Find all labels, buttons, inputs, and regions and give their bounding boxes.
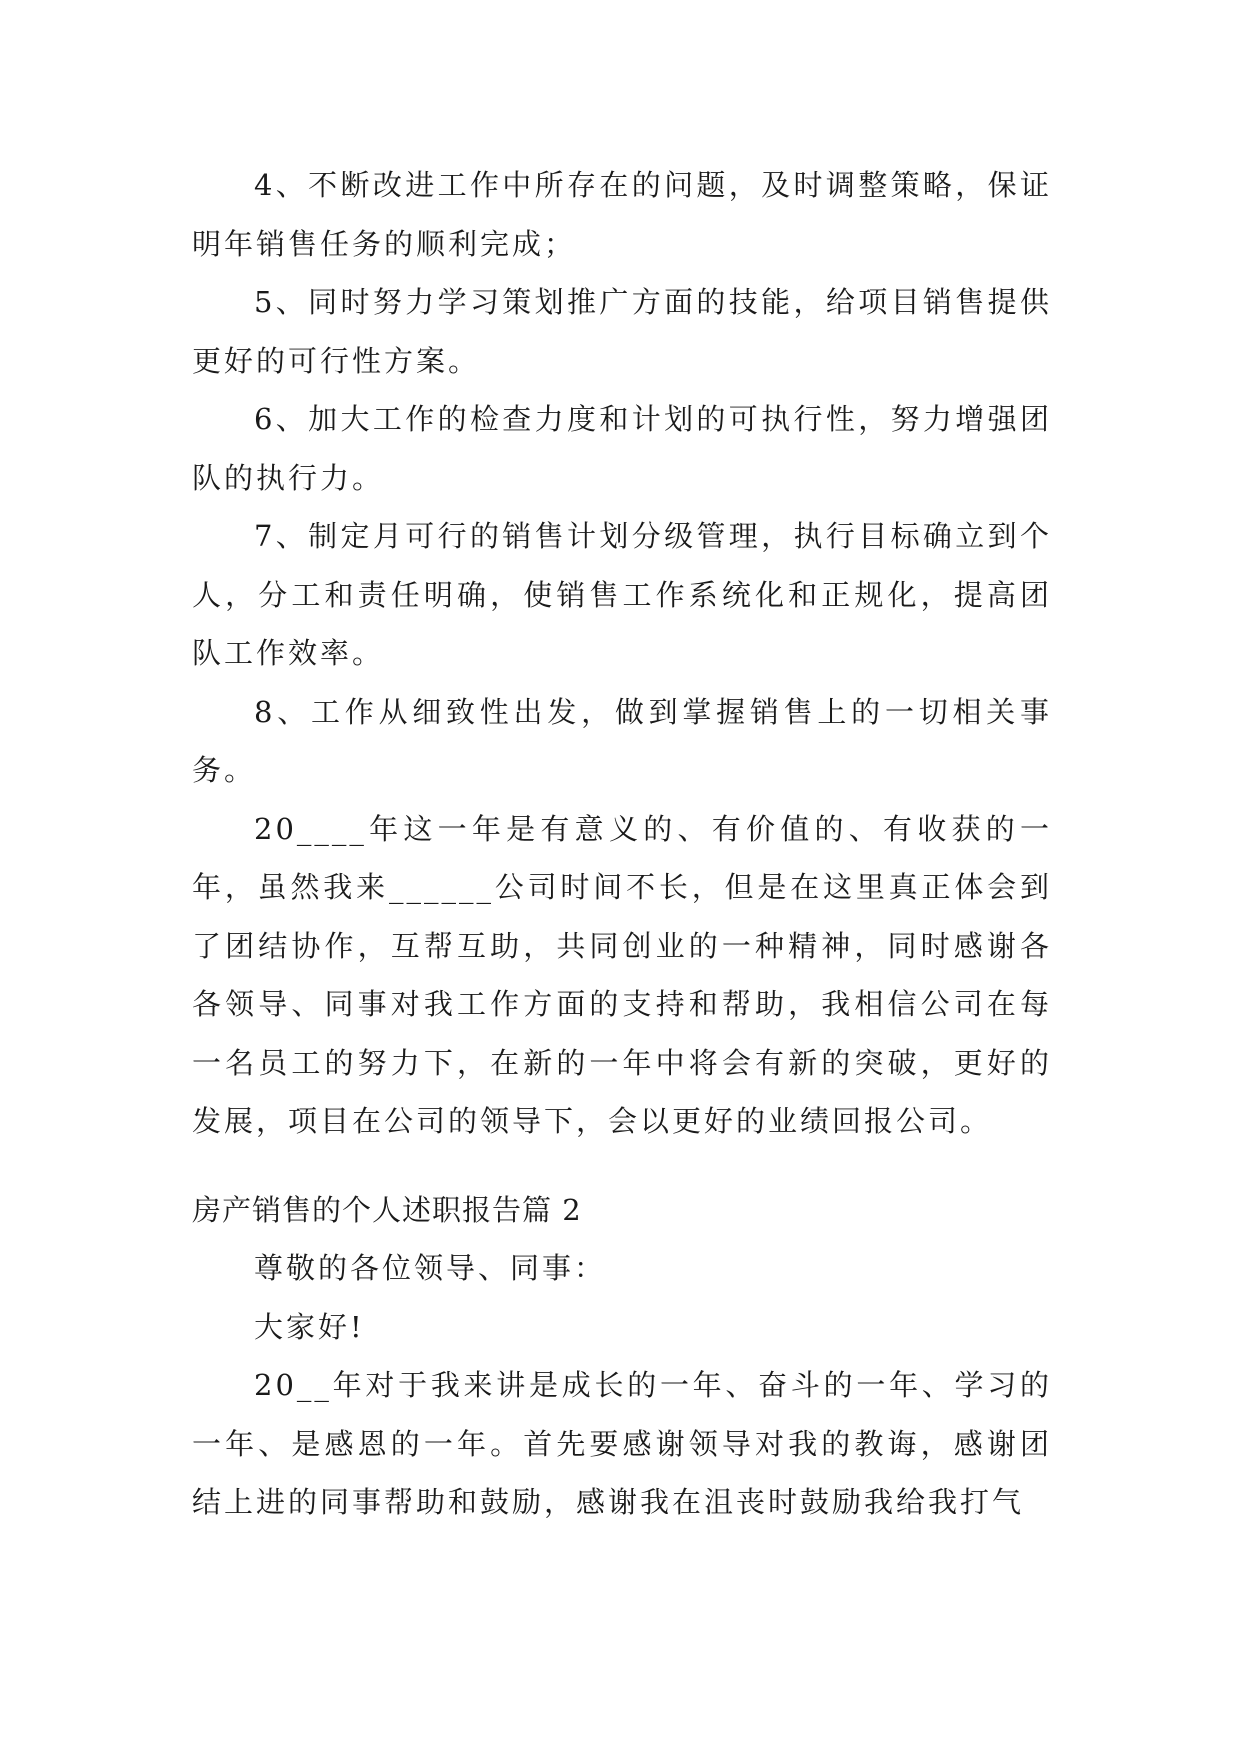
paragraph-item-7: 7、制定月可行的销售计划分级管理，执行目标确立到个人，分工和责任明确，使销售工作系统化和正规化，提高团队工作效率。 xyxy=(192,519,1052,670)
paragraph-salutation: 尊敬的各位领导、同事： xyxy=(254,1251,607,1285)
paragraph-intro: 20__年对于我来讲是成长的一年、奋斗的一年、学习的一年、是感恩的一年。首先要感谢领导对我的教诲，感谢团结上进的同事帮助和鼓励，感谢我在沮丧时鼓励我给我打气 xyxy=(192,1368,1052,1519)
paragraph-summary: 20____年这一年是有意义的、有价值的、有收获的一年，虽然我来______公司时间不长，但是在这里真正体会到了团结协作，互帮互助，共同创业的一种精神，同时感谢各各领导、同事对我工作方面的支持和帮助，我相信公司在每一名员工的努力下，在新的一年中将会有新的突破，更好的发展，项目在公司的领导下，会以更好的业绩回报公司。 xyxy=(192,811,1052,1138)
paragraph-item-8: 8、工作从细致性出发，做到掌握销售上的一切相关事务。 xyxy=(192,694,1052,787)
document-body xyxy=(192,156,1052,1532)
paragraph-greeting: 大家好! xyxy=(254,1309,365,1344)
paragraph-item-4: 4、不断改进工作中所存在的问题，及时调整策略，保证明年销售任务的顺利完成； xyxy=(192,168,1052,261)
paragraph-item-6: 6、加大工作的检查力度和计划的可执行性，努力增强团队的执行力。 xyxy=(192,402,1052,495)
paragraph-item-5: 5、同时努力学习策划推广方面的技能，给项目销售提供更好的可行性方案。 xyxy=(192,285,1052,378)
section-title: 房产销售的个人述职报告篇 2 xyxy=(192,1192,582,1227)
